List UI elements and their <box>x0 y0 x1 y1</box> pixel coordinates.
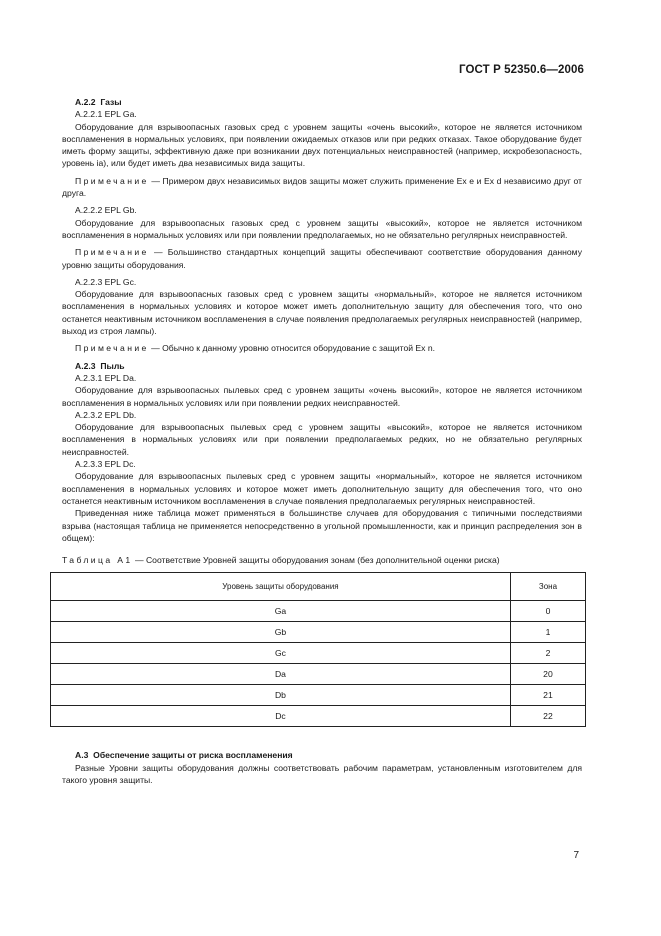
paragraph-da: Оборудование для взрывоопасных пылевых сред с уровнем защиты «очень высокий», которое не является источником воспламенения в нормальных условиях или при появлении редких неисправностей. <box>62 385 582 408</box>
cell-zone: 22 <box>510 706 585 727</box>
cell-level: Db <box>51 685 511 706</box>
subsection-title-gb: А.2.2.2 EPL Gb. <box>75 205 137 216</box>
section-heading-dust: А.2.3 Пыль <box>75 360 125 371</box>
subsection-title-gc: А.2.2.3 EPL Gc. <box>75 276 137 287</box>
cell-level: Gb <box>51 622 511 643</box>
cell-zone: 21 <box>510 685 585 706</box>
paragraph-ignition-protection: Разные Уровни защиты оборудования должны соответствовать рабочим параметрам, установленным изготовителем для такого уровня защиты. <box>62 762 582 785</box>
section-heading-ignition-protection: А.3 Обеспечение защиты от риска воспламенения <box>75 750 293 761</box>
subsection-title-dc: А.2.3.3 EPL Dc. <box>75 459 136 470</box>
table-caption: Таблица А1 — Соответствие Уровней защиты оборудования зонам (без дополнительной оценки риска) <box>62 555 500 566</box>
paragraph-gc: Оборудование для взрывоопасных газовых сред с уровнем защиты «нормальный», которое не является источником воспламенения в нормальных условиях и которое может иметь дополнительную защиту для обеспечения того, что оно останется неактивным источником воспламенения в случае появления предполагаемых регулярных неисправностей (например, выход из строя лампы). <box>62 289 582 337</box>
zones-table <box>50 572 586 727</box>
section-heading-gases: А.2.2 Газы <box>75 97 122 107</box>
paragraph-ga: Оборудование для взрывоопасных газовых сред с уровнем защиты «очень высокий», которое не является источником воспламенения в нормальных условиях, при появлении ожидаемых отказов или при редких отказах. Такое оборудование будет иметь форму защиты, эффективную даже при возникании двух потенциальных неисправностей (например, искробезопасность, уровень ia), или будет иметь два независимых вида защиты. <box>62 121 582 169</box>
note-gb: Примечание — Большинство стандартных концепций защиты обеспечивают соответствие оборудования данному уровню защиты оборудования. <box>62 247 582 270</box>
cell-zone: 20 <box>510 664 585 685</box>
table-row <box>51 601 586 622</box>
subsection-title-db: А.2.3.2 EPL Db. <box>75 409 137 420</box>
table-intro: Приведенная ниже таблица может применяться в большинстве случаев для оборудования с типичными последствиями взрыва (настоящая таблица не применяется непосредственно в угольной промышленности, как и принцип распределения зон в общем): <box>62 508 582 543</box>
paragraph-dc: Оборудование для взрывоопасных пылевых сред с уровнем защиты «нормальный», которое не является источником воспламенения в нормальных условиях и которое может иметь дополнительную защиту для обеспечения того, что оно останется неактивным источником воспламенения в случае появления предполагаемых регулярных неисправностей. <box>62 471 582 506</box>
cell-level: Dc <box>51 706 511 727</box>
subsection-title-da: А.2.3.1 EPL Da. <box>75 372 137 383</box>
cell-level: Gc <box>51 643 511 664</box>
cell-level: Da <box>51 664 511 685</box>
table-header-row <box>51 573 586 601</box>
table-row <box>51 706 586 727</box>
table-row <box>51 685 586 706</box>
table-row <box>51 643 586 664</box>
document-number: ГОСТ Р 52350.6—2006 <box>459 64 584 76</box>
table-row <box>51 622 586 643</box>
cell-zone: 1 <box>510 622 585 643</box>
page-content <box>62 96 582 786</box>
subsection-title-ga: А.2.2.1 EPL Ga. <box>75 109 137 120</box>
col-header-level: Уровень защиты оборудования <box>51 573 511 601</box>
note-ga: Примечание — Примером двух независимых видов защиты может служить применение Ex e и Ex d независимо друг от друга. <box>62 175 582 199</box>
table-row <box>51 664 586 685</box>
page-number: 7 <box>573 850 579 861</box>
note-gc: Примечание — Обычно к данному уровню относится оборудование с защитой Ex n. <box>75 343 436 354</box>
cell-zone: 2 <box>510 643 585 664</box>
cell-zone: 0 <box>510 601 585 622</box>
paragraph-gb: Оборудование для взрывоопасных газовых сред с уровнем защиты «высокий», которое не является источником воспламенения в нормальных условиях или при появлении предполагаемых, но не обязательно регулярных неисправностей. <box>62 217 582 240</box>
paragraph-db: Оборудование для взрывоопасных пылевых сред с уровнем защиты «высокий», которое не является источником воспламенения в нормальных условиях или при появлении предполагаемых редких, но не обязательно регулярных неисправностей. <box>62 422 582 457</box>
cell-level: Ga <box>51 601 511 622</box>
col-header-zone: Зона <box>510 573 585 601</box>
